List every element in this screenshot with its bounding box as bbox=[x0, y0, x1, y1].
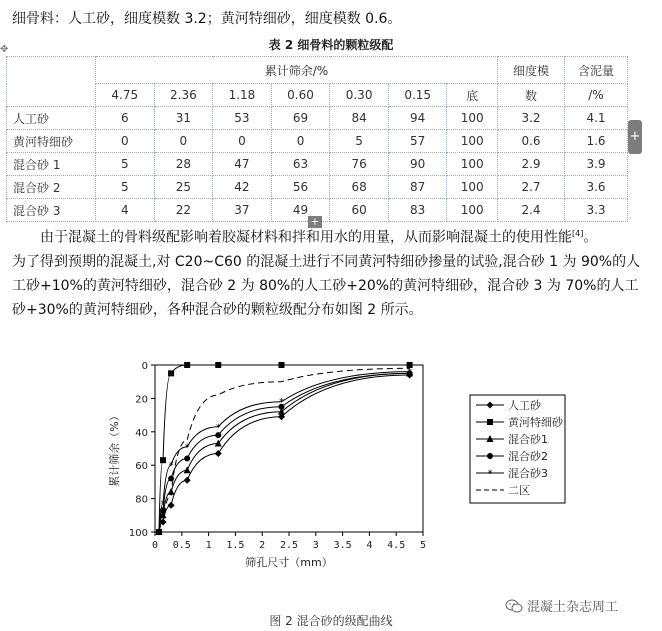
legend-entry: 二区 bbox=[508, 484, 530, 497]
legend-swatch-marker bbox=[487, 419, 493, 425]
row-label: 混合砂 1 bbox=[7, 153, 96, 176]
fineness-cell: 0.6 bbox=[498, 130, 565, 153]
x-tick-label: 0 bbox=[151, 540, 159, 551]
body-paragraph bbox=[12, 222, 642, 322]
table-cell: 5 bbox=[96, 176, 155, 199]
table-cell: 69 bbox=[271, 107, 330, 130]
table-cell: 4 bbox=[96, 199, 155, 222]
data-point: * bbox=[407, 367, 413, 379]
table-cell: 90 bbox=[388, 153, 447, 176]
data-point bbox=[184, 477, 191, 484]
table-corner-cell bbox=[7, 57, 96, 107]
table-cell: 84 bbox=[330, 107, 389, 130]
series-line-2 bbox=[159, 373, 410, 532]
data-point bbox=[168, 502, 175, 509]
series-line-3 bbox=[159, 373, 410, 532]
x-tick-label: 1.5 bbox=[226, 540, 245, 551]
figure-caption: 图 2 混合砂的级配曲线 bbox=[269, 614, 393, 628]
y-tick-label: 100 bbox=[128, 528, 148, 539]
grading-table bbox=[6, 56, 628, 222]
sieve-header: 0.15 bbox=[388, 84, 447, 107]
x-tick-label: 2 bbox=[259, 540, 266, 551]
table-cell: 49 bbox=[271, 199, 330, 222]
table-cell: 53 bbox=[213, 107, 272, 130]
table-cell: 100 bbox=[447, 107, 498, 130]
table-cell: 100 bbox=[447, 199, 498, 222]
legend-entry: 混合砂1 bbox=[508, 433, 548, 446]
series-line-1 bbox=[159, 365, 413, 532]
table-cell: 63 bbox=[271, 153, 330, 176]
plot-area-frame bbox=[155, 365, 423, 532]
row-label: 黄河特细砂 bbox=[7, 130, 96, 153]
sieve-header: 2.36 bbox=[154, 84, 213, 107]
x-tick-label: 1 bbox=[205, 540, 212, 551]
table-row bbox=[7, 130, 628, 153]
y-tick-label: 0 bbox=[141, 361, 148, 372]
data-point: * bbox=[215, 422, 221, 434]
fineness-header: 细度模 bbox=[498, 57, 565, 84]
data-point bbox=[215, 362, 221, 368]
table-cell: 42 bbox=[213, 176, 272, 199]
data-point: * bbox=[168, 460, 174, 472]
row-label: 混合砂 3 bbox=[7, 199, 96, 222]
mud-header-unit: /% bbox=[565, 84, 628, 107]
data-point bbox=[160, 457, 166, 463]
table-cell: 76 bbox=[330, 153, 389, 176]
x-tick-label: 4.5 bbox=[387, 540, 406, 551]
fineness-cell: 2.4 bbox=[498, 199, 565, 222]
table-cell: 37 bbox=[213, 199, 272, 222]
table-row bbox=[7, 107, 628, 130]
add-column-icon[interactable]: + bbox=[628, 120, 642, 154]
row-label: 混合砂 2 bbox=[7, 176, 96, 199]
x-tick-label: 3 bbox=[312, 540, 319, 551]
sieve-header: 0.60 bbox=[271, 84, 330, 107]
table-cell: 47 bbox=[213, 153, 272, 176]
table-cell: 100 bbox=[447, 176, 498, 199]
data-point bbox=[184, 466, 191, 473]
mud-cell: 1.6 bbox=[565, 130, 628, 153]
x-tick-label: 2.5 bbox=[279, 540, 299, 551]
mud-cell: 4.1 bbox=[565, 107, 628, 130]
table-cell: 5 bbox=[96, 153, 155, 176]
cumulative-residue-header: 累计筛余/% bbox=[96, 57, 498, 84]
mud-cell: 3.3 bbox=[565, 199, 628, 222]
table-cell: 0 bbox=[271, 130, 330, 153]
table-cell: 22 bbox=[154, 199, 213, 222]
data-point: * bbox=[278, 397, 284, 409]
data-point: * bbox=[156, 527, 162, 539]
data-point bbox=[184, 456, 190, 462]
sieve-header: 0.30 bbox=[330, 84, 389, 107]
table-cell: 0 bbox=[213, 130, 272, 153]
legend-swatch-marker: * bbox=[487, 468, 493, 480]
table-cell: 5 bbox=[330, 130, 389, 153]
table-cell: 60 bbox=[330, 199, 389, 222]
x-tick-label: 3.5 bbox=[333, 540, 352, 551]
data-point bbox=[278, 362, 284, 368]
sieve-header: 1.18 bbox=[213, 84, 272, 107]
paragraph-line-1 bbox=[12, 222, 642, 250]
legend-entry: 混合砂3 bbox=[508, 467, 548, 480]
brand-name: 混凝土杂志周工 bbox=[527, 600, 619, 615]
table-cell: 87 bbox=[388, 176, 447, 199]
legend-swatch-marker bbox=[487, 453, 493, 459]
series-line-5 bbox=[159, 367, 413, 532]
table-cell: 6 bbox=[96, 107, 155, 130]
table-move-handle-icon[interactable]: ✥ bbox=[0, 44, 9, 55]
x-tick-label: 0.5 bbox=[172, 540, 191, 551]
table-header-row-2 bbox=[7, 84, 628, 107]
table-cell: 0 bbox=[96, 130, 155, 153]
table-cell: 100 bbox=[447, 130, 498, 153]
data-point: * bbox=[184, 442, 190, 454]
table-row bbox=[7, 176, 628, 199]
table-cell: 0 bbox=[154, 130, 213, 153]
paragraph-rest: 为了得到预期的混凝土,对 C20~C60 的混凝土进行不同黄河特细砂掺量的试验,混合砂 1 为 90%的人工砂+10%的黄河特细砂，混合砂 2 为 80%的人工砂+20%的黄河特细砂，混合砂 3 为 70%的人工砂+30%的黄河特细砂，各种混合砂的颗粒级配分布如图 2 所示。 bbox=[12, 253, 641, 318]
fineness-header-unit: 数 bbox=[498, 84, 565, 107]
brand-watermark bbox=[505, 596, 618, 615]
row-label: 人工砂 bbox=[7, 107, 96, 130]
table-cell: 83 bbox=[388, 199, 447, 222]
y-tick-label: 20 bbox=[135, 394, 148, 406]
paragraph-text-end: 。 bbox=[583, 229, 598, 246]
sieve-header: 4.75 bbox=[96, 84, 155, 107]
fineness-cell: 2.7 bbox=[498, 176, 565, 199]
data-point bbox=[215, 450, 222, 457]
y-tick-label: 40 bbox=[135, 427, 148, 439]
fineness-cell: 2.9 bbox=[498, 153, 565, 176]
table-cell: 25 bbox=[154, 176, 213, 199]
intro-text: 细骨料：人工砂，细度模数 3.2；黄河特细砂，细度模数 0.6。 bbox=[12, 11, 402, 27]
legend-entry: 人工砂 bbox=[508, 399, 541, 412]
x-axis-label: 筛孔尺寸（mm） bbox=[245, 556, 333, 569]
table-cell: 68 bbox=[330, 176, 389, 199]
legend-entry: 混合砂2 bbox=[508, 450, 548, 463]
table-cell: 94 bbox=[388, 107, 447, 130]
grading-curve-chart bbox=[90, 350, 570, 590]
fineness-cell: 3.2 bbox=[498, 107, 565, 130]
y-tick-label: 60 bbox=[135, 461, 148, 473]
y-tick-label: 80 bbox=[135, 494, 148, 506]
mud-cell: 3.6 bbox=[565, 176, 628, 199]
table-header-row-1 bbox=[7, 57, 628, 84]
table-cell: 57 bbox=[388, 130, 447, 153]
table-cell: 100 bbox=[447, 153, 498, 176]
legend-entry: 黄河特细砂 bbox=[508, 416, 563, 429]
sieve-header: 底 bbox=[447, 84, 498, 107]
data-point: * bbox=[160, 499, 166, 511]
citation-ref[interactable]: [4] bbox=[572, 229, 584, 238]
y-axis-label: 累计筛余（%） bbox=[108, 410, 121, 487]
add-row-icon[interactable]: + bbox=[308, 216, 322, 228]
x-tick-label: 4 bbox=[366, 540, 373, 551]
data-point bbox=[184, 362, 190, 368]
table-caption: 表 2 细骨料的颗粒级配 bbox=[268, 38, 394, 52]
mud-header: 含泥量 bbox=[565, 57, 628, 84]
data-point bbox=[168, 370, 174, 376]
paragraph-text: 由于混凝土的骨料级配影响着胶凝材料和拌和用水的用量，从而影响混凝土的使用性能 bbox=[40, 229, 572, 246]
wechat-icon bbox=[505, 599, 523, 613]
x-tick-label: 5 bbox=[419, 540, 427, 551]
table-cell: 31 bbox=[154, 107, 213, 130]
table-row bbox=[7, 153, 628, 176]
mud-cell: 3.9 bbox=[565, 153, 628, 176]
table-cell: 28 bbox=[154, 153, 213, 176]
table-cell: 56 bbox=[271, 176, 330, 199]
series-line-4 bbox=[159, 372, 410, 532]
